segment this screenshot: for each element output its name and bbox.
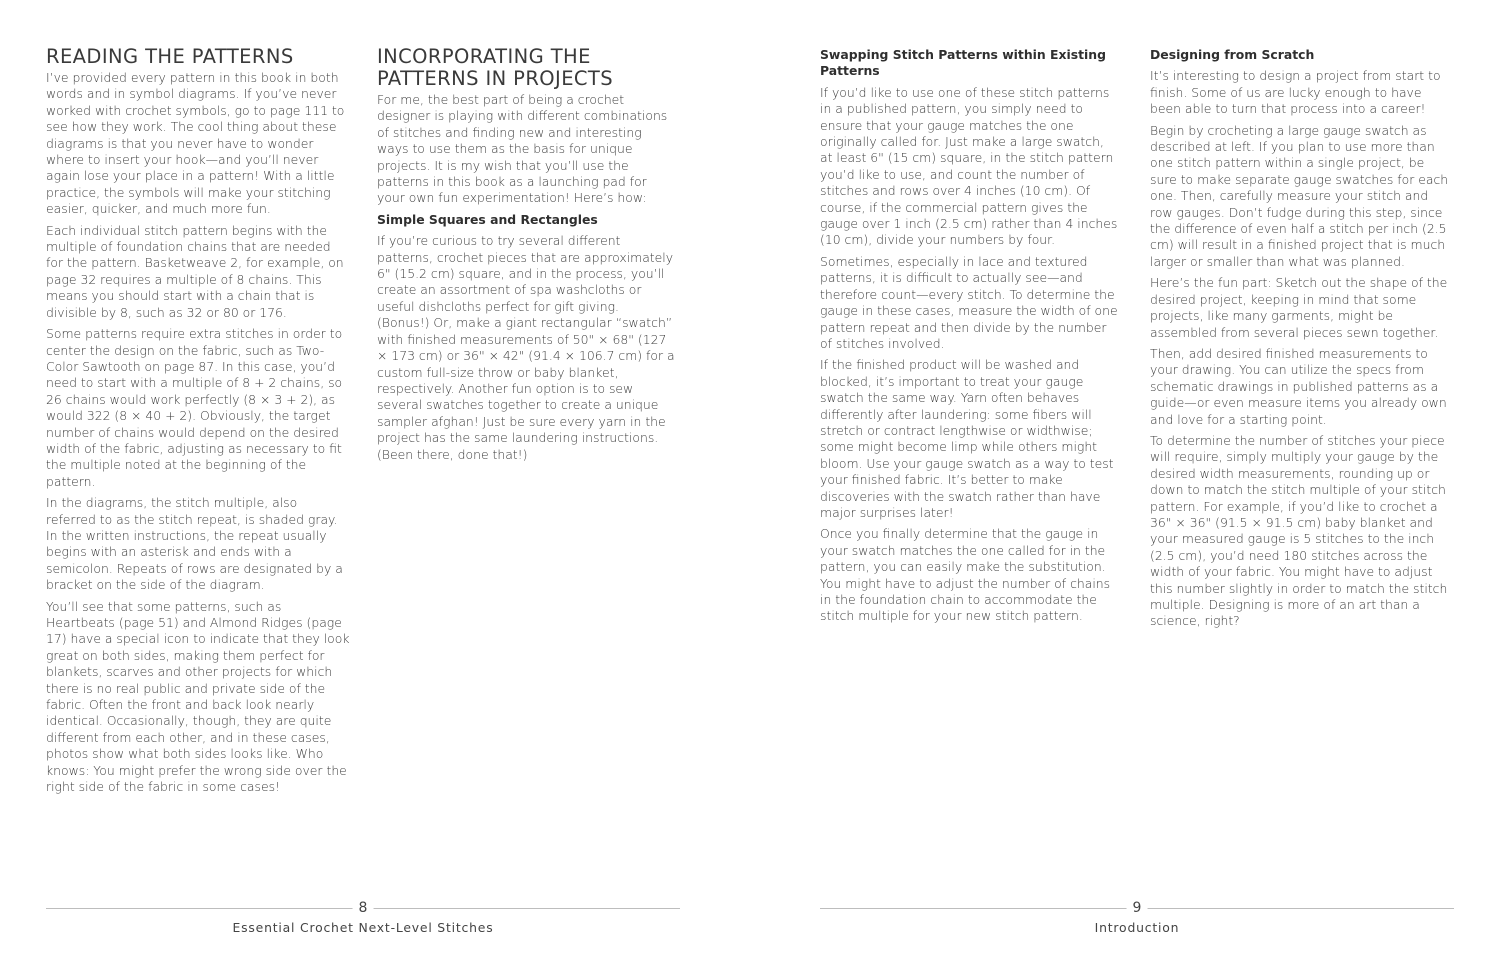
paragraph: If you’d like to use one of these stitch patterns in a published pattern, you simply need to ensure that your gauge matches the one originally called for. Just make a large swatch, at least 6" (15 cm) square, in the stitch pattern you’d like to use, and count the number of stitches and rows over 4 inches (10 cm). Of course, if the commercial pattern gives the gauge over 1 inch (2.5 cm) rather than 4 inches (10 cm), divide your numbers by four. (820, 84, 1118, 248)
paragraph: Each individual stitch pattern begins with the multiple of foundation chains that are needed for the pattern. Basketweave 2, for example, on page 32 requires a multiple of 8 chains. This means you should start with a chain that is divisible by 8, such as 32 or 80 or 176. (46, 222, 344, 320)
designing-from-scratch-column (1150, 46, 1454, 635)
paragraph: I’ve provided every pattern in this book in both words and in symbol diagrams. If you’ve never worked with crochet symbols, go to page 111 to see how they work. The cool thing about these diagrams is that you never have to wonder where to insert your hook—and you’ll never again lose your place in a pattern! With a little practice, the symbols will make your stitching easier, quicker, and much more fun. (46, 70, 345, 217)
subheading-swapping-stitch-patterns: Swapping Stitch Patterns within Existing Patterns (820, 47, 1106, 79)
swapping-patterns-column (820, 46, 1120, 630)
subheading-simple-squares: Simple Squares and Rectangles (377, 211, 598, 227)
paragraph: To determine the number of stitches your piece will require, simply multiply your gauge by the desired width measurements, rounding up or down to match the stitch multiple of your stitch pattern. For example, if you’d like to crochet a 36" × 36" (91.5 × 91.5 cm) baby blanket and your measured gauge is 5 stitches to the inch (2.5 cm), you’d need 180 stitches across the width of your fabric. You might have to adjust this number slightly in order to match the stitch multiple. Designing is more of an art than a science, right? (1150, 432, 1448, 629)
intro-paragraph: For me, the best part of being a crochet designer is playing with different combinations of stitches and finding new and interesting ways to use them as the basis for unique projects. It is my wish that you’ll use the patterns in this book as a launching pad for your own fun experimentation! Here’s how: (377, 92, 668, 206)
incorporating-patterns-column (377, 46, 675, 468)
section-heading-incorporating-patterns: INCORPORATING THE PATTERNS IN PROJECTS (377, 45, 614, 90)
paragraph: Here’s the fun part: Sketch out the shape of the desired project, keeping in mind that some projects, like many garments, might be assembled from several pieces sewn together. (1150, 275, 1448, 340)
page-number: 8 (353, 900, 374, 916)
subheading-designing-from-scratch: Designing from Scratch (1150, 47, 1315, 62)
paragraph: Some patterns require extra stitches in order to center the design on the fabric, such as Two-Color Sawtooth on page 87. In this case, you’d need to start with a multiple of 8 + 2 chains, so 26 chains would work perfectly (8 × 3 + 2), as would 322 (8 × 40 + 2). Obviously, the target number of chains would depend on the desired width of the fabric, adjusting as necessary to fit the multiple noted at the beginning of the pattern. (46, 326, 343, 489)
paragraph: It’s interesting to design a project from start to finish. Some of us are lucky enough to have been able to turn that process into a career! (1150, 68, 1441, 117)
page-number: 9 (1127, 900, 1148, 916)
paragraph: You’ll see that some patterns, such as Heartbeats (page 51) and Almond Ridges (page 17) have a special icon to indicate that they look great on both sides, making them perfect for blankets, scarves and other projects for which there is no real public and private side of the fabric. Often the front and back look nearly identical. Occasionally, though, they are quite different from each other, and in these cases, photos show what both sides looks like. Who knows: You might prefer the wrong side over the right side of the fabric in some cases! (46, 598, 350, 795)
section-heading-reading-patterns: READING THE PATTERNS (46, 45, 294, 68)
paragraph: Begin by crocheting a large gauge swatch as described at left. If you plan to use more than one stitch pattern within a single project, be sure to make separate gauge swatches for each one. Then, carefully measure your stitch and row gauges. Don’t fudge during this step, since the difference of even half a stitch per inch (2.5 cm) will result in a finished project that is much larger or smaller than what was planned. (1150, 122, 1449, 269)
paragraph: Then, add desired finished measurements to your drawing. You can utilize the specs from schematic drawings in published patterns as a guide—or even measure items you already own and love for a starting point. (1150, 345, 1447, 427)
paragraph: If the finished product will be washed and blocked, it’s important to treat your gauge swatch the same way. Yarn often behaves differently after laundering: some fibers will stretch or contract lengthwise or widthwise; some might become limp while others might bloom. Use your gauge swatch as a way to test your finished fabric. It’s better to make discoveries with the swatch rather than have major surprises later! (820, 357, 1114, 520)
paragraph: If you’re curious to try several different patterns, crochet pieces that are approximately 6" (15.2 cm) square, and in the process, you’ll create an assortment of spa washcloths or useful dishcloths perfect for gift giving. (Bonus!) Or, make a giant rectangular “swatch” with finished measurements of 50" × 68" (127 × 173 cm) or 36" × 42" (91.4 × 106.7 cm) for a custom full-size throw or baby blanket, respectively. Another fun option is to sew several swatches together to create a unique sampler afghan! Just be sure every yarn in the project has the same laundering instructions. (Been there, done that!) (377, 233, 675, 462)
left-page-footer (46, 900, 680, 940)
reading-patterns-column (46, 46, 350, 800)
paragraph: In the diagrams, the stitch multiple, also referred to as the stitch repeat, is shaded gray. In the written instructions, the repeat usually begins with an asterisk and ends with a semicolon. Repeats of rows are designated by a bracket on the side of the diagram. (46, 495, 343, 593)
right-page-footer (820, 900, 1454, 940)
paragraph: Once you finally determine that the gauge in your swatch matches the one called for in the pattern, you can easily make the substitution. You might have to adjust the number of chains in the foundation chain to accommodate the stitch multiple for your new stitch pattern. (820, 526, 1111, 624)
paragraph: Sometimes, especially in lace and textured patterns, it is difficult to actually see—and therefore count—every stitch. To determine the gauge in these cases, measure the width of one pattern repeat and then divide by the number of stitches involved. (820, 253, 1118, 351)
footer-chapter-title: Introduction (1094, 920, 1180, 935)
footer-book-title: Essential Crochet Next-Level Stitches (232, 920, 494, 935)
